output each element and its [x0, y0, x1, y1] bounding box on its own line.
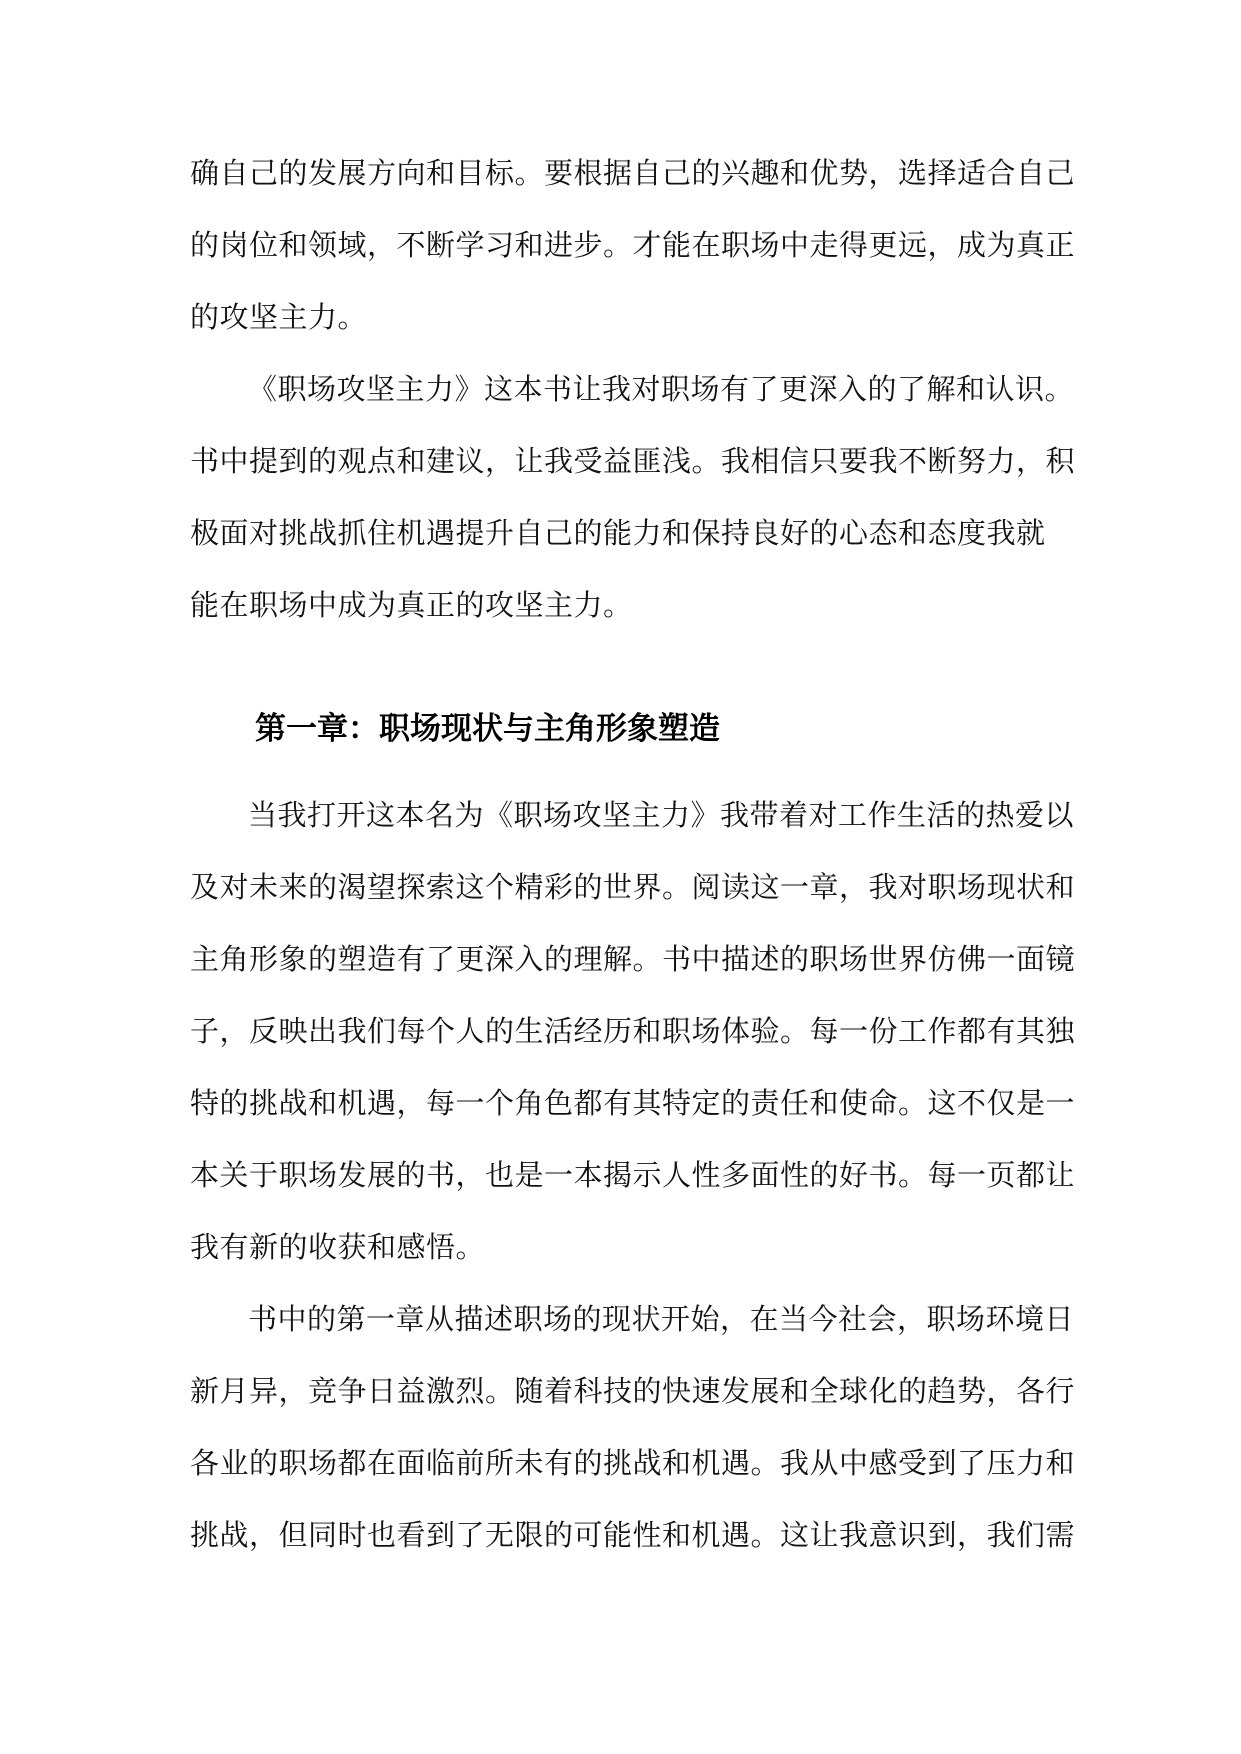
text-line: 书中提到的观点和建议，让我受益匪浅。我相信只要我不断努力，积: [190, 444, 1076, 478]
text-line: 的攻坚主力。: [190, 300, 368, 334]
text-line: 及对未来的渴望探索这个精彩的世界。阅读这一章，我对职场现状和: [190, 870, 1076, 904]
text-line: 本关于职场发展的书，也是一本揭示人性多面性的好书。每一页都让: [190, 1158, 1076, 1192]
chapter-heading: 第一章：职场现状与主角形象塑造: [255, 711, 720, 747]
text-line: 《职场攻坚主力》这本书让我对职场有了更深入的了解和认识。: [248, 372, 1075, 406]
text-line: 的岗位和领域，不断学习和进步。才能在职场中走得更远，成为真正: [190, 228, 1076, 262]
text-line: 确自己的发展方向和目标。要根据自己的兴趣和优势，选择适合自己: [190, 156, 1076, 190]
text-line: 能在职场中成为真正的攻坚主力。: [190, 588, 633, 622]
text-line: 子，反映出我们每个人的生活经历和职场体验。每一份工作都有其独: [190, 1014, 1076, 1048]
text-line: 新月异，竞争日益激烈。随着科技的快速发展和全球化的趋势，各行: [190, 1374, 1076, 1408]
text-line: 各业的职场都在面临前所未有的挑战和机遇。我从中感受到了压力和: [190, 1446, 1076, 1480]
text-line: 特的挑战和机遇，每一个角色都有其特定的责任和使命。这不仅是一: [190, 1086, 1076, 1120]
text-line: 我有新的收获和感悟。: [190, 1230, 486, 1264]
text-line: 当我打开这本名为《职场攻坚主力》我带着对工作生活的热爱以: [248, 798, 1075, 832]
text-line: 主角形象的塑造有了更深入的理解。书中描述的职场世界仿佛一面镜: [190, 942, 1076, 976]
text-line: 书中的第一章从描述职场的现状开始，在当今社会，职场环境日: [248, 1302, 1075, 1336]
text-line: 极面对挑战抓住机遇提升自己的能力和保持良好的心态和态度我就: [190, 516, 1046, 550]
text-line: 挑战，但同时也看到了无限的可能性和机遇。这让我意识到，我们需: [190, 1518, 1076, 1552]
